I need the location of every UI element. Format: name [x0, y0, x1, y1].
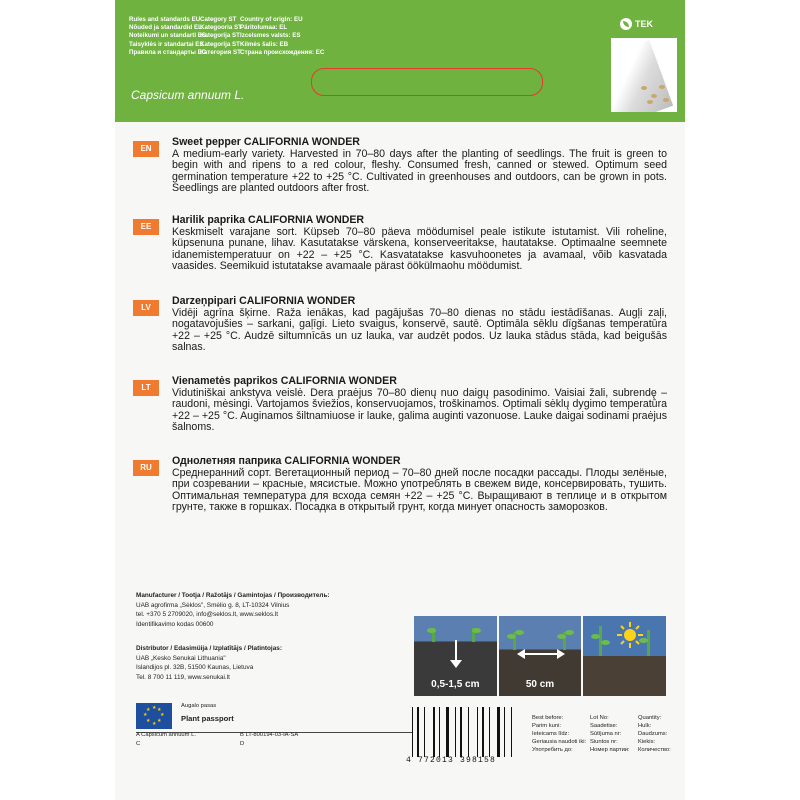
- barcode-number: 4 772013 398158: [406, 756, 497, 765]
- seed-shape: [641, 86, 647, 90]
- leaf-shape: [472, 628, 481, 633]
- leaf-logo-icon: [620, 18, 632, 30]
- row-spacing-arrow-icon: [517, 648, 565, 660]
- language-badge: LV: [133, 300, 159, 316]
- barcode-bar: [511, 707, 512, 757]
- barcode-bar: [497, 707, 500, 757]
- best-before-column: Best before: Parim kuni: Ieteicams līdz: Geriausia naudoti iki: Употребить до:: [532, 715, 587, 753]
- plant-passport: ★ ★ ★ ★ ★ ★ ★ ★ Augalo pasas Plant passport A Capsicum annuum L. B LT-800194-03-IA-SA C D: [136, 703, 412, 743]
- growing-pictograms: [414, 616, 666, 696]
- barcode-bar: [479, 707, 480, 757]
- row-spacing-label: 50 cm: [525, 679, 555, 690]
- language-badge: LT: [133, 380, 159, 396]
- eu-flag-icon: ★ ★ ★ ★ ★ ★ ★ ★: [136, 703, 172, 729]
- barcode-bar: [446, 707, 449, 757]
- seed-shape: [651, 94, 657, 98]
- barcode-bar: [508, 707, 510, 757]
- barcode-bar: [471, 707, 474, 757]
- blank-field-box: [311, 68, 543, 96]
- product-description: A medium-early variety. Harvested in 70–80 days after the planting of seedlings. The fruit is green to begin with and ripens to a red colour, fleshy. Consumed fresh, canned or stewed. Optimum seed germination temperature +22 to +25 °C. Cultivated in greenhouses and outdoors, can be grown in pots. Seedlings are planted outdoors after frost.: [172, 147, 667, 195]
- barcode-bar: [482, 707, 484, 757]
- barcode-bar: [489, 707, 490, 757]
- barcode-bar: [487, 707, 488, 757]
- standards-row: Nõuded ja standardid EL Kategooria ST Päritolumaa: EL: [129, 24, 288, 32]
- barcode-bar: [436, 707, 437, 757]
- barcode-bar: [414, 707, 415, 757]
- leaf-shape: [507, 634, 516, 639]
- product-title: Harilik paprika CALIFORNIA WONDER: [172, 214, 365, 226]
- manufacturer-info: Manufacturer / Tootja / Ražotājs / Gamintojas / Производитель: UAB agrofirma „Sėklos", Smėlio g. 8, LT-10324 Vilnius tel. +370 5 2709020, info@seklos.lt, www.seklos.lt Identifikavimo kodas 00600: [136, 592, 330, 628]
- product-description: Среднеранний сорт. Вегетационный период – 70–80 дней после посадки рассады. Плоды зелёные, при созревании – красные, мясистые. Можно употреблять в свежем виде, консервировать, тушить. Оптимальная температура для всхода семян +22 – +25 °C. Выращивают в теплице и в открытом грунте, также в горшках. Посадка в открытый грунт, когда минует опасность заморозков.: [172, 466, 667, 514]
- leaf-shape: [515, 630, 524, 635]
- barcode-bar: [417, 707, 419, 757]
- barcode: [406, 707, 520, 765]
- seed-packet-image: [611, 38, 677, 112]
- planting-depth-arrow-icon: [448, 638, 464, 670]
- barcode-bar: [465, 707, 467, 757]
- standards-row: Taisyklės ir standartai ES Kategorija ST Kilmės šalis: EB: [129, 40, 289, 48]
- brand-logo: TEK: [620, 18, 653, 30]
- barcode-bar: [460, 707, 462, 757]
- standards-row: Noteikumi un standarti ES Kategorija ST Izcelsmes valsts: ES: [129, 32, 301, 40]
- leaf-shape: [565, 630, 574, 635]
- row-spacing-pictogram: [499, 616, 582, 696]
- barcode-bars: [412, 707, 520, 757]
- barcode-bar: [514, 707, 515, 757]
- barcode-bar: [492, 707, 494, 757]
- product-title: Однолетняя паприка CALIFORNIA WONDER: [172, 455, 401, 467]
- quantity-column: Quantity: Hulk: Daudzums: Kiekis: Количество:: [638, 715, 671, 753]
- leaf-shape: [601, 640, 610, 645]
- barcode-bar: [477, 707, 478, 757]
- lot-number-column: Lot No: Saadetise: Sūtījuma nr: Siuntos nr: Номер партии:: [590, 715, 630, 753]
- leaf-shape: [557, 634, 566, 639]
- language-badge: RU: [133, 460, 159, 476]
- barcode-bar: [504, 707, 505, 757]
- sprout-shape: [647, 630, 650, 656]
- product-title: Darzeņpipari CALIFORNIA WONDER: [172, 295, 356, 307]
- product-description: Keskmiselt varajane sort. Küpseb 70–80 päeva möödumisel peale istikute istutamist. Vili roheline, küpsenuna punane, lihav. Kasutatakse värskena, konserveeritakse, hautatakse. Optimaalne seemnete idanemistemperatuur on +22 – +25 °C. Kasvatatakse kasvuhoonetes ja avamaal, võib kasvatada vaasides. Seemikuid istutatakse avamaale pärast öökülmaohu möödumist.: [172, 225, 667, 273]
- sunlight-pictogram: [583, 616, 666, 696]
- standards-row: Rules and standards EU Category ST Country of origin: EU: [129, 16, 303, 23]
- barcode-bar: [468, 707, 469, 757]
- barcode-bar: [451, 707, 452, 757]
- planting-depth-label: 0,5-1,5 cm: [431, 679, 480, 690]
- sun-icon: [617, 622, 643, 648]
- barcode-bar: [412, 707, 413, 757]
- seed-shape: [659, 85, 665, 89]
- barcode-bar: [443, 707, 445, 757]
- product-title: Vienametės paprikos CALIFORNIA WONDER: [172, 375, 397, 387]
- barcode-bar: [439, 707, 440, 757]
- product-description: Vidutiniškai ankstyva veislė. Dera praėjus 70–80 dienų nuo daigų pasodinimo. Vaisiai žali, subrendę – raudoni, mėsingi. Vartojamos šviežios, konservuojamos, troškinamos. Optimali sėklų dygimo temperatūra +22 – +25 °C. Auginamos šiltnamiuose ir lauke, galima auginti vazonuose. Lauke daigai sodinami praėjus šalnoms.: [172, 386, 667, 434]
- barcode-bar: [433, 707, 435, 757]
- seed-shape: [663, 98, 669, 102]
- distributor-info: Distributor / Edasimüija / Izplatītājs / Platintojas: UAB „Kesko Senukai Lithuania" Islandijos pl. 32B, 51500 Kaunas, Lietuva Tel. 8 700 11 119, www.senukai.lt: [136, 645, 282, 681]
- standards-table: [129, 16, 324, 57]
- language-badge: EN: [133, 141, 159, 157]
- barcode-bar: [422, 707, 423, 757]
- barcode-bar: [457, 707, 458, 757]
- barcode-bar: [427, 707, 430, 757]
- latin-name: Capsicum annuum L.: [131, 88, 245, 102]
- barcode-bar: [455, 707, 456, 757]
- standards-row: Правила и стандарты ЕС Категория ST Страна происхождения: ЕС: [129, 48, 325, 56]
- planting-depth-pictogram: [414, 616, 497, 696]
- product-title: Sweet pepper CALIFORNIA WONDER: [172, 136, 360, 148]
- barcode-bar: [501, 707, 502, 757]
- product-description: Vidēji agrīna šķirne. Raža ienākas, kad pagājušas 70–80 dienas no stādu iestādīšanas. Augļi zaļi, nogatavojušies – sarkani, gaļīgi. Lieto svaigus, konservē, sautē. Optimāla sēklu dīgšanas temperatūra +22 – +25 °C. Audzē siltumnīcās un uz lauka, var audzēt podos. Uz lauka stādus stāda, kad beigušās salnas.: [172, 306, 667, 354]
- language-badge: EE: [133, 219, 159, 235]
- seed-shape: [647, 100, 653, 104]
- barcode-bar: [424, 707, 425, 757]
- packet-header: [115, 0, 685, 122]
- leaf-shape: [427, 628, 436, 633]
